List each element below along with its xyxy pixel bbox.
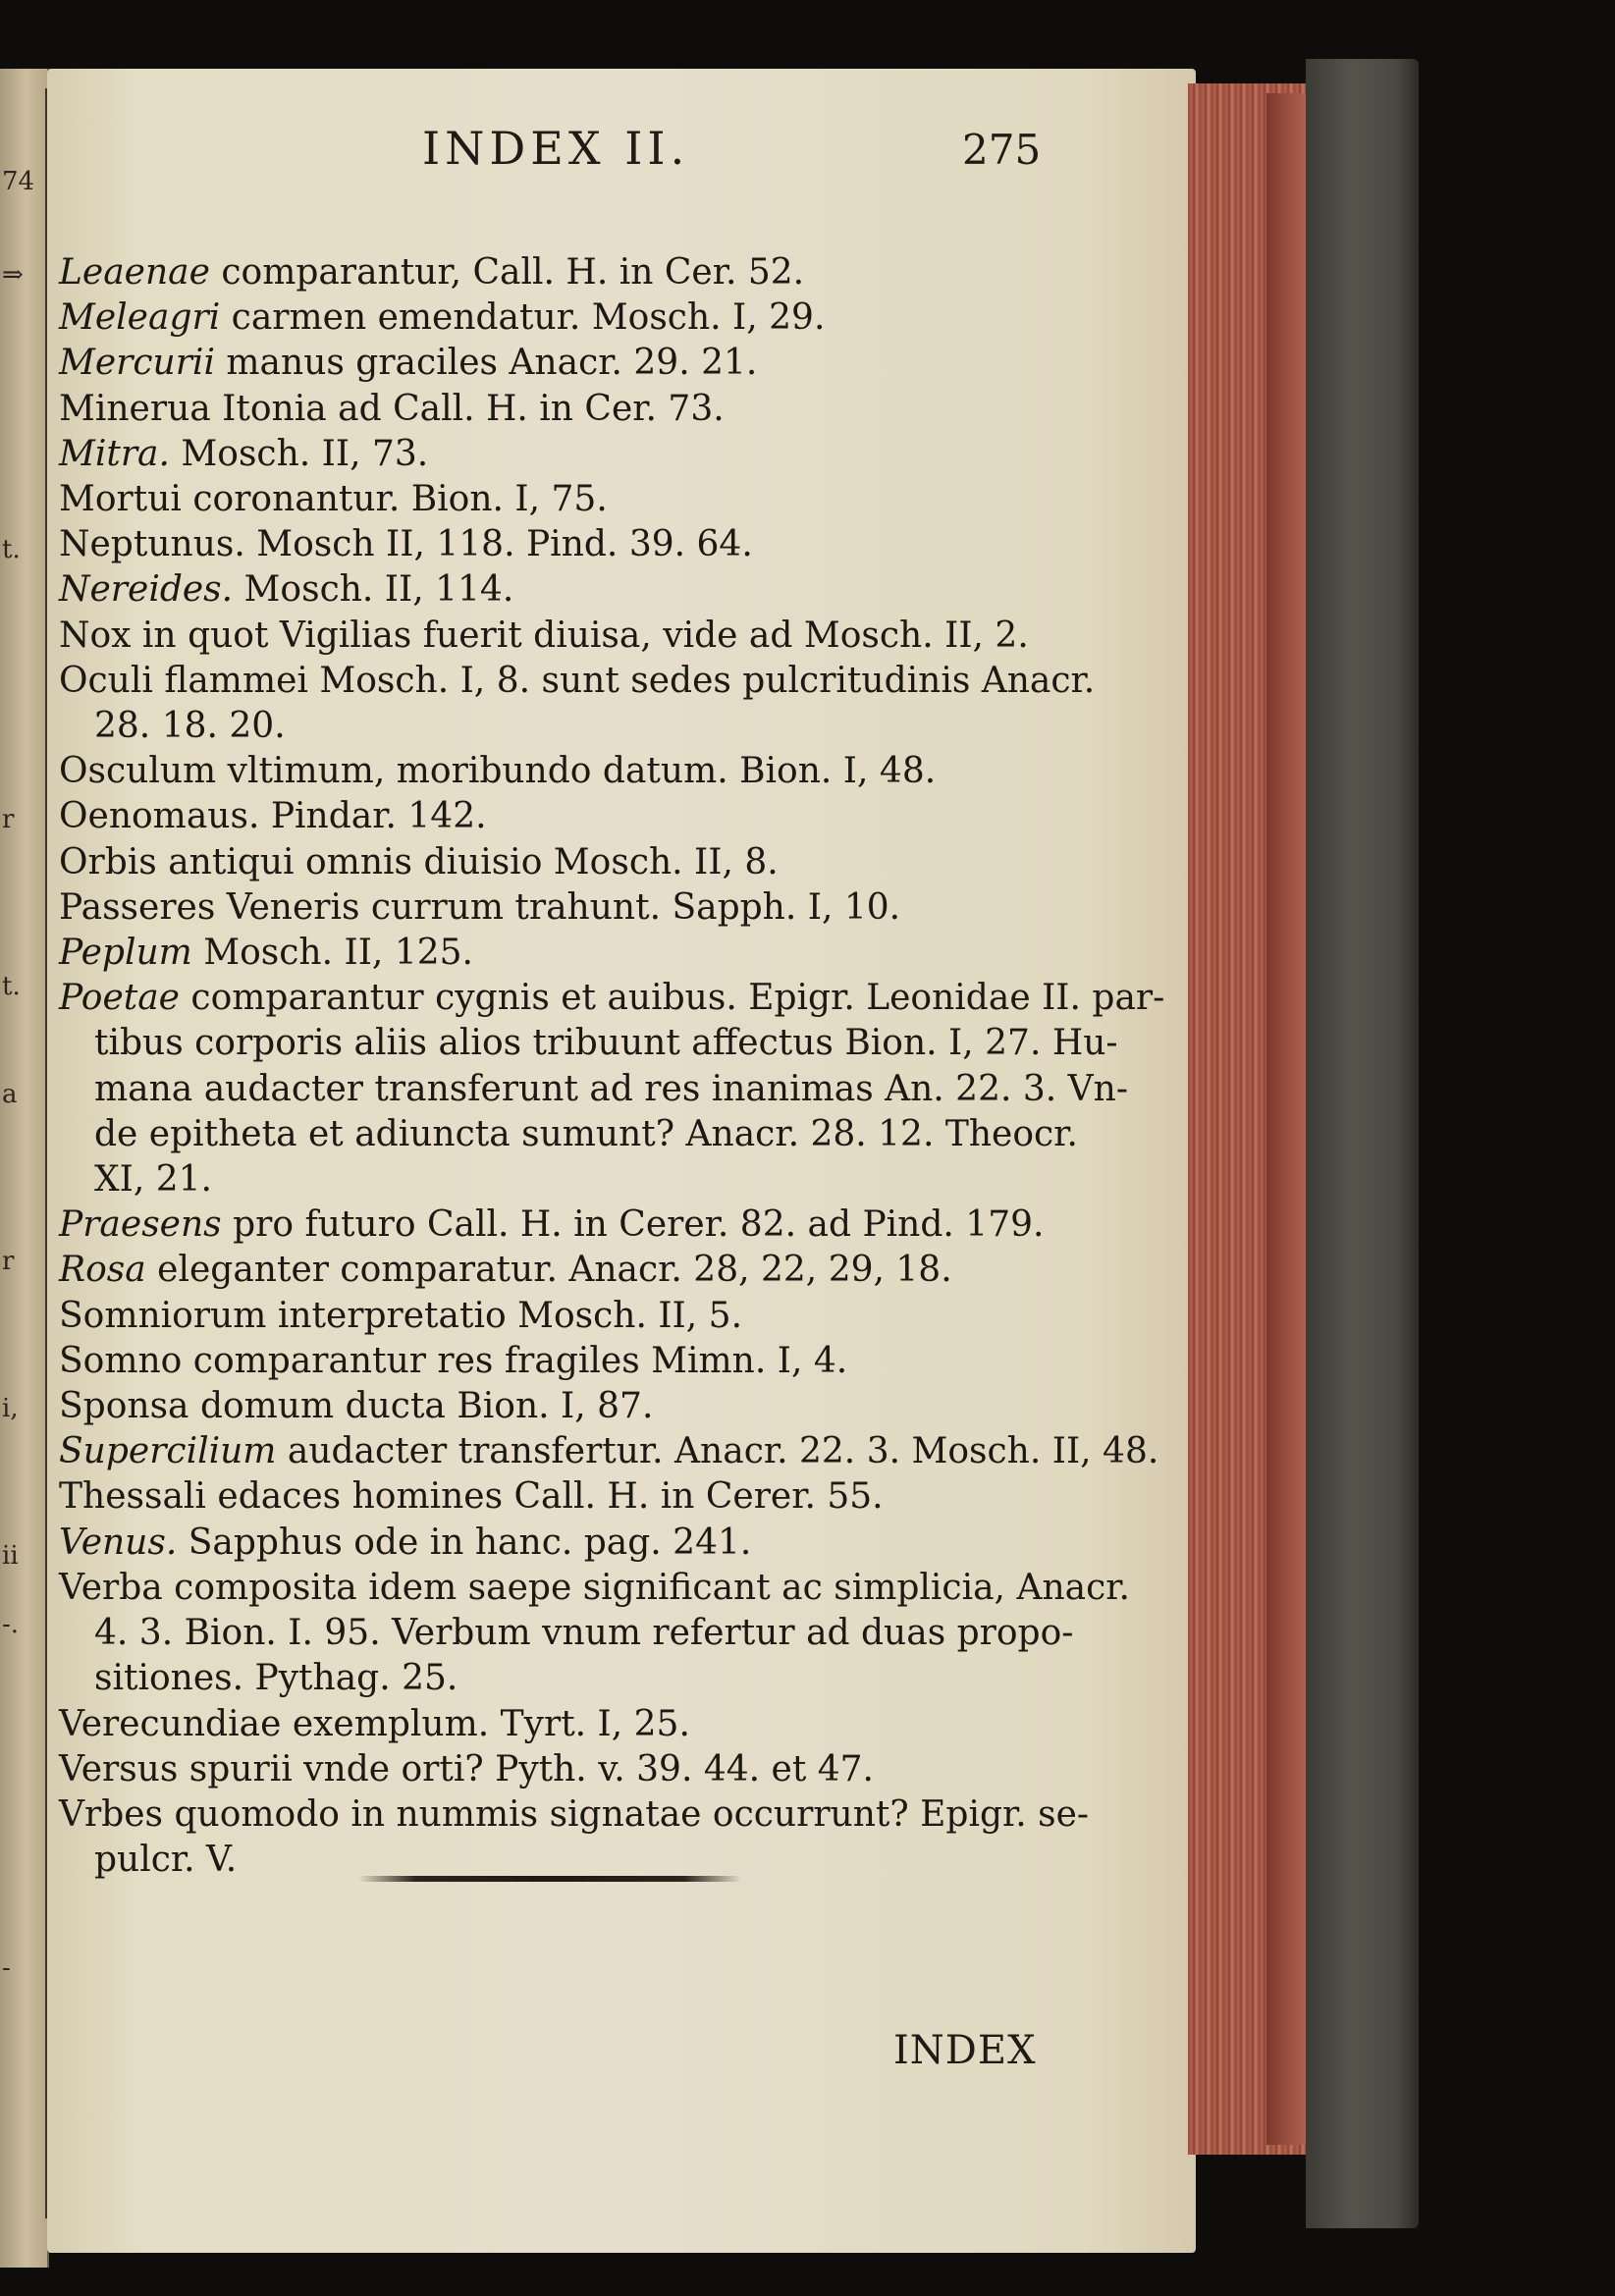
facing-page-mark: ii [2,1541,19,1571]
index-entry-line [59,614,1050,659]
index-entry [59,840,1050,885]
index-entry-text: Oenomaus. Pindar. 142. [59,796,487,837]
index-entry-headword: Peplum [59,933,192,974]
index-entry-line [59,432,1050,477]
index-entry-line [59,1294,1050,1339]
index-entry-headword: Leaenae [59,252,210,293]
index-entry-line [59,931,1050,976]
facing-page-mark: t. [2,535,21,564]
index-entry-text: Osculum vltimum, moribundo datum. Bion. I, 48. [59,751,937,792]
index-entry [59,295,1050,341]
index-entry [59,250,1050,295]
index-entry-line [59,250,1050,295]
page-number: 275 [962,126,1042,174]
index-entry-text: Passeres Veneris currum trahunt. Sapph. I, 10. [59,886,901,928]
gutter-line [45,88,47,2218]
index-entry-continuation: 28. 18. 20. [94,706,286,747]
index-entry-line [59,1521,1050,1566]
index-entry [59,794,1050,839]
index-entry-text: audacter transfertur. Anacr. 22. 3. Mosch. II, 48. [276,1431,1159,1472]
facing-page-mark: - [2,1953,11,1983]
index-entry-line [59,1339,1050,1384]
index-entry-text: Mosch. II, 114. [233,569,514,611]
facing-page-mark: 74 [2,167,35,196]
index-entry-line [59,749,1050,794]
index-entry [59,1248,1050,1293]
index-entry [59,1294,1050,1339]
index-entry-line [59,1792,1090,1838]
index-entry-text: Thessali edaces homines Call. H. in Cerer. 55. [59,1476,884,1518]
index-entry-text: eleganter comparatur. Anacr. 28, 22, 29, 18. [145,1250,952,1291]
index-entry [59,1384,1050,1429]
index-entry-text: Vrbes quomodo in nummis signatae occurrunt? Epigr. se- [59,1793,1090,1835]
index-entry-text: comparantur cygnis et auibus. Epigr. Leonidae II. par- [179,978,1165,1019]
index-entry [59,749,1050,794]
index-entry-line [59,1384,1050,1429]
index-entry [59,522,1050,567]
index-entry-line [59,1702,1050,1747]
index-entry-text: Verba composita idem saepe significant ac simplicia, Anacr. [59,1567,1130,1608]
facing-page-mark: i, [2,1394,19,1423]
index-entry-headword: Meleagri [59,297,221,339]
index-entry-line [59,1566,1130,1611]
index-entry-continuation: pulcr. V. [94,1840,238,1881]
index-entry [59,387,1050,432]
index-entry [59,477,1050,522]
index-entry-line [59,1474,1050,1520]
index-entry-headword: Nereides. [59,569,234,611]
index-entry-text: Sapphus ode in hanc. pag. 241. [177,1522,752,1563]
index-entry [59,1429,1159,1474]
index-entry-continuation: mana audacter transferunt ad res inanimas An. 22. 3. Vn- [94,1068,1129,1109]
index-entry-text: Verecundiae exemplum. Tyrt. I, 25. [59,1703,690,1744]
index-entry-line [59,341,1050,386]
index-entry [59,1702,1050,1747]
index-entry-line [59,1747,1050,1792]
index-entry-line [59,295,1050,341]
index-entry [59,659,1096,749]
index-entry-line [59,794,1050,839]
facing-page-mark: -. [2,1610,20,1639]
index-entry-text: Somno comparantur res fragiles Mimn. I, 4. [59,1340,848,1381]
index-entry-line [59,477,1050,522]
running-header [0,122,1178,190]
index-entry [59,432,1050,477]
page-edges-shadow [1266,93,1306,2145]
index-entry [59,1566,1130,1702]
index-entry-text: Neptunus. Mosch II, 118. Pind. 39. 64. [59,524,753,565]
index-entry [59,885,1050,931]
index-entry-text: manus graciles Anacr. 29. 21. [214,343,758,384]
index-entry-line [59,1429,1159,1474]
index-entry-text: Somniorum interpretatio Mosch. II, 5. [59,1295,743,1336]
index-entry-line [59,1248,1050,1293]
index-entry [59,1339,1050,1384]
index-entry [59,976,1165,1202]
index-entry [59,1747,1050,1792]
index-entries [59,250,1165,1883]
index-entry-headword: Poetae [59,978,180,1019]
page-title: INDEX II. [422,122,690,175]
index-entry-text: carmen emendatur. Mosch. I, 29. [220,297,826,339]
facing-page-edge [0,69,49,2268]
index-entry-text: Orbis antiqui omnis diuisio Mosch. II, 8. [59,841,779,882]
facing-page-mark: t. [2,972,21,1001]
facing-page-mark: r [2,805,15,834]
index-entry-text: Oculi flammei Mosch. I, 8. sunt sedes pulcritudinis Anacr. [59,660,1096,701]
index-entry-continuation: 4. 3. Bion. I. 95. Verbum vnum refertur ad duas propo- [94,1613,1074,1654]
index-entry-text: Mosch. II, 125. [191,933,473,974]
index-entry-line [59,522,1050,567]
index-entry-line [59,387,1050,432]
index-entry-text: Versus spurii vnde orti? Pyth. v. 39. 44. et 47. [59,1748,875,1789]
book-cover-board [1306,59,1419,2228]
index-entry-headword: Mercurii [59,343,215,384]
index-entry-headword: Supercilium [59,1431,277,1472]
index-entry-continuation: sitiones. Pythag. 25. [94,1658,458,1699]
catchword: INDEX [893,2028,1037,2073]
index-entry-continuation: tibus corporis aliis alios tribuunt affectus Bion. I, 27. Hu- [94,1023,1118,1064]
index-entry-headword: Venus. [59,1522,178,1563]
facing-page-mark: a [2,1080,18,1109]
index-entry [59,1792,1090,1883]
index-entry-text: Mosch. II, 73. [169,433,429,474]
index-entry-text: pro futuro Call. H. in Cerer. 82. ad Pind. 179. [221,1204,1045,1246]
index-entry-text: Sponsa domum ducta Bion. I, 87. [59,1386,654,1427]
index-entry-text: Minerua Itonia ad Call. H. in Cer. 73. [59,388,725,429]
index-entry-text: comparantur, Call. H. in Cer. 52. [209,252,805,293]
index-entry-headword: Praesens [59,1204,222,1246]
index-entry-continuation: XI, 21. [94,1159,212,1201]
index-entry [59,567,1050,613]
index-entry [59,614,1050,659]
index-entry [59,341,1050,386]
index-entry [59,1474,1050,1520]
index-entry-line [59,567,1050,613]
index-entry [59,931,1050,976]
end-rule [358,1876,741,1882]
index-entry-headword: Rosa [59,1250,146,1291]
index-entry-continuation: de epitheta et adiuncta sumunt? Anacr. 28. 12. Theocr. [94,1113,1078,1154]
index-entry-line [59,840,1050,885]
index-entry [59,1521,1050,1566]
index-entry-text: Mortui coronantur. Bion. I, 75. [59,479,608,520]
facing-page-mark: ⇒ [2,260,24,290]
index-entry-line [59,1202,1050,1248]
index-entry-headword: Mitra. [59,433,170,474]
index-entry-line [59,885,1050,931]
index-entry-line [59,976,1165,1021]
index-entry-line [59,659,1096,704]
index-entry-text: Nox in quot Vigilias fuerit diuisa, vide ad Mosch. II, 2. [59,614,1029,656]
facing-page-mark: r [2,1247,15,1276]
index-entry [59,1202,1050,1248]
